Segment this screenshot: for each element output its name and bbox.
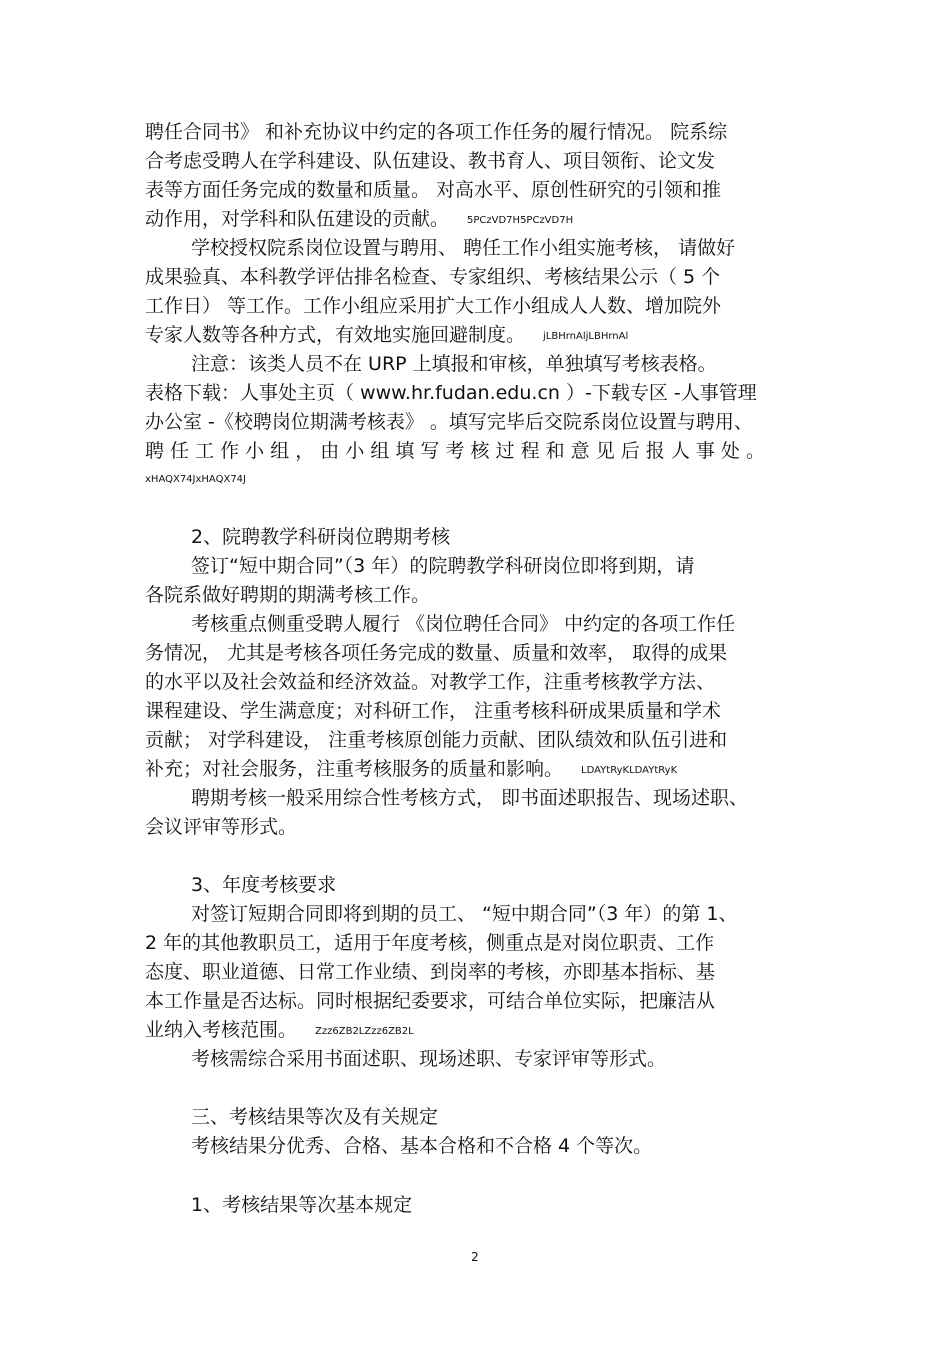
text-line: 的水平以及社会效益和经济效益。对教学工作，注重考核教学方法、 — [145, 671, 716, 693]
text-line: 考核需综合采用书面述职、现场述职、专家评审等形式。 — [191, 1048, 667, 1070]
watermark-code: 5PCzVD7H5PCzVD7H — [467, 215, 574, 226]
text-line: 办公室 -《校聘岗位期满考核表》 。填写完毕后交院系岗位设置与聘用、 — [145, 411, 753, 433]
text-line: 态度、职业道德、日常工作业绩、到岗率的考核，亦即基本指标、基 — [145, 961, 716, 983]
watermark-code: xHAQX74JxHAQX74J — [145, 474, 246, 485]
text-line: 聘期考核一般采用综合性考核方式， 即书面述职报告、现场述职、 — [191, 787, 749, 809]
text-line — [145, 206, 573, 234]
text-content: 专家人数等各种方式，有效地实施回避制度。 — [145, 324, 526, 346]
section-heading: 2、院聘教学科研岗位聘期考核 — [191, 526, 451, 548]
watermark-code: LDAYtRyKLDAYtRyK — [581, 765, 678, 776]
watermark-code: jLBHrnAljLBHrnAl — [543, 331, 629, 342]
text-line: 注意：该类人员不在 URP 上填报和审核，单独填写考核表格。 — [191, 353, 717, 375]
text-line: 考核结果分优秀、合格、基本合格和不合格 4 个等次。 — [191, 1135, 653, 1157]
section-heading: 3、年度考核要求 — [191, 874, 337, 896]
text-line: 聘 任 工 作 小 组 ， 由 小 组 填 写 考 核 过 程 和 意 见 后 报 人 事 处 。 — [145, 440, 765, 462]
page-number: 2 — [471, 1250, 479, 1264]
text-line: 贡献； 对学科建设， 注重考核原创能力贡献、团队绩效和队伍引进和 — [145, 729, 728, 751]
text-line: 表格下载：人事处主页（ www.hr.fudan.edu.cn ）-下载专区 -人事管理 — [145, 382, 757, 404]
text-line: 会议评审等形式。 — [145, 816, 298, 838]
text-line — [145, 322, 628, 350]
text-line: 考核重点侧重受聘人履行 《岗位聘任合同》 中约定的各项工作任 — [191, 613, 736, 635]
text-line: 表等方面任务完成的数量和质量。 对高水平、原创性研究的引领和推 — [145, 179, 722, 201]
text-line: 学校授权院系岗位设置与聘用、 聘任工作小组实施考核， 请做好 — [191, 237, 736, 259]
text-line: 成果验真、本科教学评估排名检查、专家组织、考核结果公示（ 5 个 — [145, 266, 721, 288]
text-line: 2 年的其他教职员工，适用于年度考核，侧重点是对岗位职责、工作 — [145, 932, 715, 954]
text-line: 课程建设、学生满意度；对科研工作， 注重考核科研成果质量和学术 — [145, 700, 722, 722]
section-heading: 1、考核结果等次基本规定 — [191, 1194, 413, 1216]
text-line: 务情况， 尤其是考核各项任务完成的数量、质量和效率， 取得的成果 — [145, 642, 728, 664]
text-line: 对签订短期合同即将到期的员工、 “短中期合同”（3 年）的第 1、 — [191, 903, 738, 925]
text-line: 工作日） 等工作。工作小组应采用扩大工作小组成人人数、增加院外 — [145, 295, 722, 317]
text-content: 补充；对社会服务，注重考核服务的质量和影响。 — [145, 758, 564, 780]
text-line — [145, 1017, 414, 1045]
text-line — [145, 756, 677, 784]
watermark-code: Zzz6ZB2LZzz6ZB2L — [315, 1026, 414, 1037]
text-line: 各院系做好聘期的期满考核工作。 — [145, 584, 431, 606]
text-content: 业纳入考核范围。 — [145, 1019, 298, 1041]
text-line: 合考虑受聘人在学科建设、队伍建设、教书育人、项目领衔、论文发 — [145, 150, 716, 172]
section-heading: 三、考核结果等次及有关规定 — [191, 1106, 439, 1128]
text-line: 本工作量是否达标。同时根据纪委要求，可结合单位实际，把廉洁从 — [145, 990, 716, 1012]
text-line: 签订“短中期合同”（3 年）的院聘教学科研岗位即将到期，请 — [191, 555, 695, 577]
text-line: 聘任合同书》 和补充协议中约定的各项工作任务的履行情况。 院系综 — [145, 121, 728, 143]
text-content: 动作用，对学科和队伍建设的贡献。 — [145, 208, 450, 230]
